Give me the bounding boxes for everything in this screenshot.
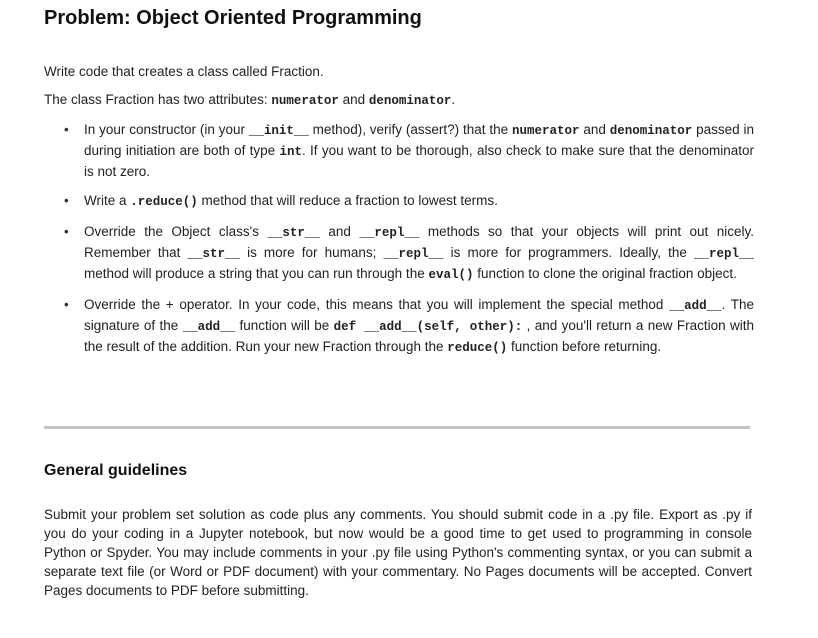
page-title: Problem: Object Oriented Programming bbox=[44, 7, 422, 29]
bullet-icon: • bbox=[64, 224, 69, 239]
list-item-str-repl bbox=[44, 222, 754, 285]
b4-code-2: __add__ bbox=[182, 320, 236, 334]
b3-text-5: is more for programmers. Ideally, the bbox=[443, 245, 694, 260]
bullet-icon: • bbox=[64, 193, 69, 208]
b2-text-1: Write a bbox=[84, 193, 131, 208]
b2-text-2: method that will reduce a fraction to lowest terms. bbox=[197, 193, 498, 208]
list-item-constructor bbox=[44, 120, 754, 181]
list-item-add bbox=[44, 295, 754, 358]
b4-text-3: function will be bbox=[235, 318, 334, 333]
attributes-text-pre: The class Fraction has two attributes: bbox=[44, 92, 272, 107]
b3-code-5: __repl__ bbox=[694, 247, 755, 261]
code-numerator: numerator bbox=[271, 94, 339, 108]
b3-code-3: __str__ bbox=[187, 247, 240, 261]
guidelines-heading: General guidelines bbox=[44, 462, 188, 479]
b3-text-6: method will produce a string that you can run through the bbox=[84, 266, 429, 281]
b3-text-1: Override the Object class's bbox=[84, 224, 268, 239]
b4-text-1: Override the + operator. In your code, this means that you will implement the special method bbox=[84, 297, 670, 312]
b1-code-1: __init__ bbox=[248, 124, 309, 138]
b3-code-1: __str__ bbox=[267, 226, 320, 240]
b1-text-3: and bbox=[579, 122, 610, 137]
b3-text-3: methods so that your objects will print out nicely. Remember that bbox=[84, 224, 755, 260]
b1-text-2: method), verify (assert?) that the bbox=[308, 122, 512, 137]
b1-text-1: In your constructor (in your bbox=[84, 122, 249, 137]
attributes-paragraph bbox=[44, 90, 754, 111]
b3-code-6: eval() bbox=[428, 268, 474, 282]
b4-text-5: function before returning. bbox=[507, 339, 662, 354]
b1-text-4: passed in during initiation are both of type bbox=[84, 122, 755, 158]
b4-code-3: def __add__(self, other): bbox=[333, 320, 523, 334]
b3-text-7: function to clone the original fraction object. bbox=[473, 266, 737, 281]
b3-text-2: and bbox=[319, 224, 360, 239]
guidelines-paragraph: Submit your problem set solution as code plus any comments. You should submit code in a .py file. Export as .py if you do your coding in a Jupyter notebook, but now would be a good time to get used to programming in console Python or Spyder. You may include comments in your .py file using Python's commenting syntax, or you can submit a separate text file (or Word or PDF document) with your commentary. No Pages documents will be accepted. Convert Pages documents to PDF before submitting. bbox=[44, 507, 752, 598]
b4-text-2: . The signature of the bbox=[84, 297, 754, 333]
b4-code-4: reduce() bbox=[447, 341, 508, 355]
document-body bbox=[44, 0, 754, 368]
b1-code-4: int bbox=[279, 145, 302, 159]
b1-code-3: denominator bbox=[609, 124, 693, 138]
requirements-list bbox=[44, 120, 754, 358]
intro-paragraph: Write code that creates a class called Fraction. bbox=[44, 64, 324, 79]
section-divider bbox=[44, 426, 750, 429]
b2-code-1: .reduce() bbox=[130, 195, 198, 209]
code-denominator: denominator bbox=[368, 94, 452, 108]
attributes-text-post: . bbox=[451, 92, 456, 107]
b1-text-5: . If you want to be thorough, also check to make sure that the denominator is not zero. bbox=[84, 143, 754, 179]
list-item-reduce bbox=[44, 191, 754, 212]
b4-code-1: __add__ bbox=[669, 299, 722, 313]
b3-code-2: __repl__ bbox=[359, 226, 420, 240]
b1-code-2: numerator bbox=[512, 124, 580, 138]
bullet-icon: • bbox=[64, 122, 69, 137]
attributes-text-mid: and bbox=[338, 92, 369, 107]
b3-text-4: is more for humans; bbox=[240, 245, 384, 260]
b3-code-4: __repl__ bbox=[383, 247, 444, 261]
b4-text-4: , and you'll return a new Fraction with the result of the addition. Run your new Fraction through the bbox=[84, 318, 754, 354]
bullet-icon: • bbox=[64, 297, 69, 312]
